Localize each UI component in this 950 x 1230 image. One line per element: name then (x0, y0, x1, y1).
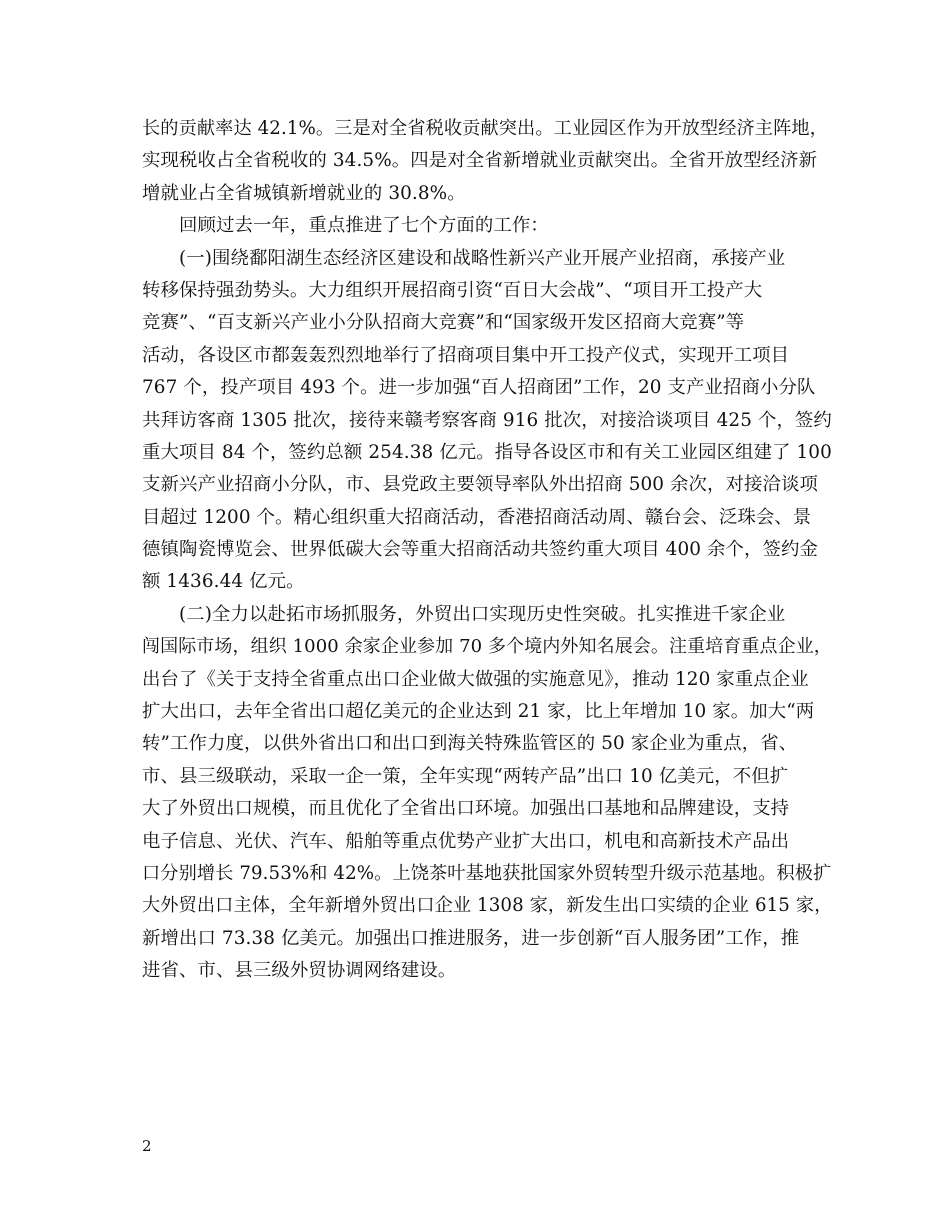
text-line: 转”工作力度，以供外省出口和出口到海关特殊监管区的 50 家企业为重点，省、 (142, 733, 798, 755)
text-line: 支新兴产业招商小分队，市、县党政主要领导率队外出招商 500 余次，对接洽谈项 (142, 474, 818, 496)
text-line: 活动，各设区市都轰轰烈烈地举行了招商项目集中开工投产仪式，实现开工项目 (142, 344, 790, 366)
text-line: 长的贡献率达 42.1%。三是对全省税收贡献突出。工业园区作为开放型经济主阵地， (142, 118, 828, 139)
text-line: 转移保持强劲势头。大力组织开展招商引资“百日大会战”、“项目开工投产大 (142, 279, 763, 301)
text-line: 口分别增长 79.53%和 42%。上饶茶叶基地获批国家外贸转型升级示范基地。积极扩 (142, 862, 832, 884)
text-line: 市、县三级联动，采取一企一策，全年实现“两转产品”出口 10 亿美元，不但扩 (142, 765, 789, 787)
text-line: 出台了《关于支持全省重点出口企业做大做强的实施意见》，推动 120 家重点企业 (142, 668, 809, 690)
text-line: (二)全力以赴拓市场抓服务，外贸出口实现历史性突破。扎实推进千家企业 (142, 603, 786, 625)
document-body (142, 113, 832, 988)
text-line: 电子信息、光伏、汽车、船舶等重点优势产业扩大出口，机电和高新技术产品出 (142, 830, 790, 852)
page-number: 2 (142, 1137, 152, 1155)
text-line: 竞赛”、“百支新兴产业小分队招商大竞赛”和“国家级开发区招商大竞赛”等 (142, 312, 745, 334)
text-line: (一)围绕鄱阳湖生态经济区建设和战略性新兴产业开展产业招商，承接产业 (142, 247, 786, 269)
text-line: 德镇陶瓷博览会、世界低碳大会等重大招商活动共签约重大项目 400 余个，签约金 (142, 539, 818, 561)
text-line: 扩大出口，去年全省出口超亿美元的企业达到 21 家，比上年增加 10 家。加大“两 (142, 701, 815, 723)
text-line: 767 个，投产项目 493 个。进一步加强“百人招商团”工作，20 支产业招商小分队 (142, 377, 816, 399)
text-line: 额 1436.44 亿元。 (142, 571, 305, 593)
text-line: 大了外贸出口规模，而且优化了全省出口环境。加强出口基地和品牌建设，支持 (142, 798, 790, 820)
text-line: 闯国际市场，组织 1000 余家企业参加 70 多个境内外知名展会。注重培育重点企业， (142, 636, 832, 658)
text-line: 重大项目 84 个，签约总额 254.38 亿元。指导各设区市和有关工业园区组建了 100 (142, 441, 832, 463)
text-line: 进省、市、县三级外贸协调网络建设。 (142, 960, 457, 982)
text-line: 实现税收占全省税收的 34.5%。四是对全省新增就业贡献突出。全省开放型经济新 (142, 150, 818, 172)
text-line: 目超过 1200 个。精心组织重大招商活动，香港招商活动周、赣台会、泛珠会、景 (142, 506, 812, 528)
text-line: 共拜访客商 1305 批次，接待来赣考察客商 916 批次，对接洽谈项目 425 个，签约 (142, 409, 832, 431)
text-line: 回顾过去一年，重点推进了七个方面的工作： (142, 215, 549, 237)
text-line: 新增出口 73.38 亿美元。加强出口推进服务，进一步创新“百人服务团”工作，推 (142, 927, 800, 949)
text-line: 增就业占全省城镇新增就业的 30.8%。 (142, 182, 466, 204)
text-line: 大外贸出口主体，全年新增外贸出口企业 1308 家，新发生出口实绩的企业 615 家， (142, 895, 833, 917)
